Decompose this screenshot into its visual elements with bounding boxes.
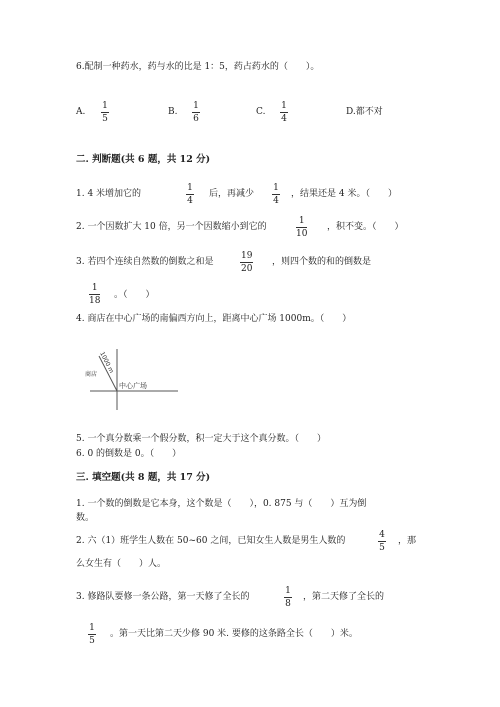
fraction-denominator: 4 <box>273 196 279 206</box>
fraction-numerator: 1 <box>89 623 95 633</box>
fill-q3-fraction-2 <box>88 623 96 646</box>
fraction-numerator: 1 <box>102 101 108 111</box>
fraction-numerator: 1 <box>285 586 291 596</box>
fraction-denominator: 5 <box>89 636 95 646</box>
fraction-bar <box>378 541 386 542</box>
fill-q3-fraction-1 <box>284 586 292 609</box>
fill-q3-part-c: 。第一天比第二天少修 90 米. 要修的这条路全长（ ）米。 <box>110 629 358 639</box>
fraction-numerator: 1 <box>298 216 305 226</box>
fraction-numerator: 1 <box>187 183 193 193</box>
judge-q2-fraction <box>296 216 307 239</box>
option-d-label: D. <box>346 107 356 117</box>
fill-q2-line-2: 么女生有（ ）人。 <box>76 559 167 569</box>
judge-q3-part-c: 。（ ） <box>114 290 155 300</box>
section-3-title: 三. 填空题(共 8 题，共 17 分) <box>76 472 211 483</box>
direction-diagram <box>84 346 180 412</box>
fraction-bar <box>89 294 100 295</box>
store-label: 商店 <box>85 371 98 378</box>
fraction-bar <box>88 634 96 635</box>
fill-q2-fraction <box>378 530 386 553</box>
fraction-bar <box>186 194 194 195</box>
judge-q3-fraction-2 <box>89 283 100 306</box>
fraction-bar <box>280 112 288 113</box>
judge-q6-text: 6. 0 的倒数是 0。（ ） <box>76 449 182 459</box>
option-c-fraction <box>280 101 288 124</box>
judge-q3-part-b: ，则四个数的和的倒数是 <box>272 257 372 267</box>
fraction-bar <box>296 227 307 228</box>
fraction-bar <box>284 597 292 598</box>
fraction-numerator: 1 <box>193 101 199 111</box>
plaza-label: 中心广场 <box>119 382 147 390</box>
fraction-denominator: 10 <box>296 229 308 239</box>
judge-q2-part-a: 2. 一个因数扩大 10 倍，另一个因数缩小到它的 <box>76 222 267 232</box>
judge-q1-part-a: 1. 4 米增加它的 <box>76 189 142 199</box>
option-c-label[interactable]: C. <box>256 107 266 117</box>
section-2-title: 二. 判断题(共 6 题，共 12 分) <box>76 154 211 165</box>
fill-q1-line-2: 数。 <box>76 513 95 523</box>
question-6-text: 6.配制一种药水，药与水的比是 1：5，药占药水的（ ）。 <box>76 62 320 72</box>
fraction-numerator: 4 <box>379 530 385 540</box>
fill-q2-part-b: ，那 <box>398 536 417 546</box>
fraction-numerator: 1 <box>281 101 287 111</box>
judge-q3-part-a: 3. 若四个连续自然数的倒数之和是 <box>76 257 214 267</box>
fraction-denominator: 18 <box>89 296 101 306</box>
fraction-denominator: 6 <box>193 114 199 124</box>
option-b-fraction <box>192 101 200 124</box>
fraction-numerator: 1 <box>91 283 98 293</box>
fraction-bar <box>101 112 109 113</box>
fraction-bar <box>192 112 200 113</box>
fraction-bar <box>240 262 253 263</box>
fill-q1-line-1: 1. 一个数的倒数是它本身，这个数是（ ），0. 875 与（ ）互为倒 <box>76 499 367 509</box>
option-b-label[interactable]: B. <box>168 107 178 117</box>
fraction-denominator: 20 <box>241 264 253 274</box>
fraction-denominator: 5 <box>379 543 385 553</box>
option-d[interactable] <box>346 106 383 118</box>
fraction-numerator: 1 <box>273 183 279 193</box>
judge-q1-part-b: 后，再减少 <box>209 189 255 199</box>
fraction-bar <box>272 194 280 195</box>
fraction-numerator: 19 <box>241 251 253 261</box>
judge-q4-text: 4. 商店在中心广场的南偏西方向上，距离中心广场 1000m。（ ） <box>76 314 352 324</box>
judge-q1-part-c: ，结果还是 4 米。（ ） <box>291 189 397 199</box>
fraction-denominator: 4 <box>187 196 193 206</box>
fraction-denominator: 5 <box>102 114 108 124</box>
option-d-text: 都不对 <box>355 107 383 117</box>
judge-q5-text: 5. 一个真分数乘一个假分数，积一定大于这个真分数。（ ） <box>76 434 326 444</box>
fill-q3-part-a: 3. 修路队要修一条公路，第一天修了全长的 <box>76 592 250 602</box>
fill-q3-part-b: ，第二天修了全长的 <box>303 592 385 602</box>
judge-q1-fraction-1 <box>186 183 194 206</box>
fraction-denominator: 4 <box>281 114 287 124</box>
judge-q1-fraction-2 <box>272 183 280 206</box>
option-a-fraction <box>101 101 109 124</box>
judge-q2-part-b: ，积不变。（ ） <box>327 222 404 232</box>
fill-q2-part-a: 2. 六（1）班学生人数在 50~60 之间，已知女生人数是男生人数的 <box>76 536 346 546</box>
fraction-denominator: 8 <box>285 599 291 609</box>
distance-label: 1000 m <box>98 350 115 375</box>
option-a-label[interactable]: A. <box>76 107 86 117</box>
judge-q3-fraction <box>240 251 253 274</box>
